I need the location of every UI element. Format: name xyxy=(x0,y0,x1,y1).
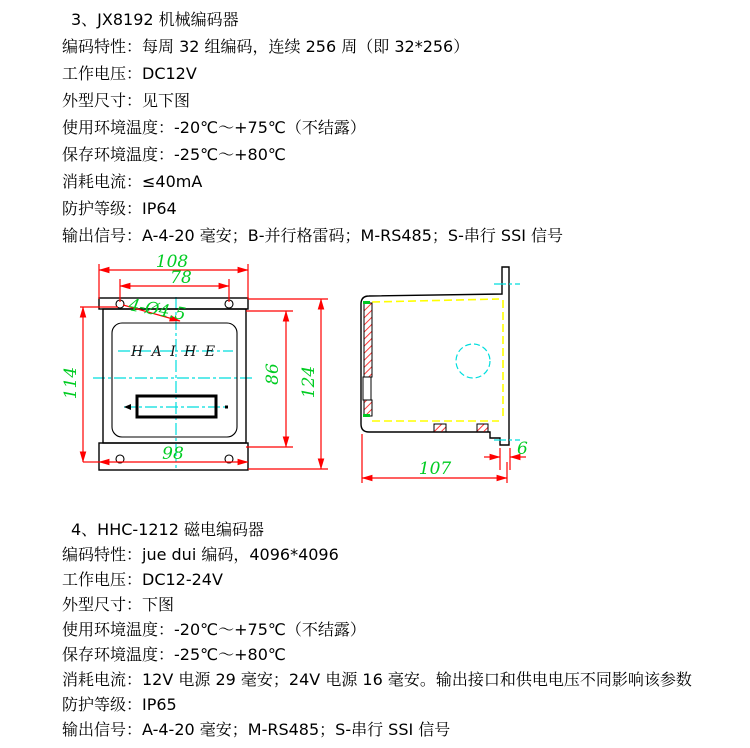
spec-line-ip: 防护等级：IP65 xyxy=(62,695,177,714)
spec-line-output: 输出信号：A-4-20 毫安；M-RS485；S-串行 SSI 信号 xyxy=(62,720,451,739)
connector-centerline-arrow xyxy=(124,404,131,410)
spec-line-storage-temp: 保存环境温度：-25℃～+80℃ xyxy=(62,645,286,664)
section-4 xyxy=(62,517,692,742)
section-3-title: 3、JX8192 机械编码器 xyxy=(71,10,239,29)
front-body xyxy=(103,309,246,443)
dim-text-98: 98 xyxy=(162,444,184,464)
gasket-mark-top xyxy=(363,301,370,304)
technical-drawing xyxy=(0,250,750,500)
dim-text-107: 107 xyxy=(418,459,452,479)
spec-line-op-temp: 使用环境温度：-20℃～+75℃（不结露） xyxy=(62,620,366,639)
spec-line-storage-temp: 保存环境温度：-25℃～+80℃ xyxy=(62,145,286,164)
spec-line-op-temp: 使用环境温度：-20℃～+75℃（不结露） xyxy=(62,118,366,137)
dim-text-124: 124 xyxy=(299,365,319,399)
seal-hatch-2 xyxy=(477,424,488,432)
gasket-hatch-top xyxy=(364,303,372,377)
side-body-outline xyxy=(361,267,509,445)
spec-line-coding: 编码特性：每周 32 组编码，连续 256 周（即 32*256） xyxy=(62,37,470,56)
hidden-line-top xyxy=(372,299,499,302)
brand-label: H A I H E xyxy=(130,344,218,360)
gasket-mark-bottom xyxy=(363,414,370,417)
spec-line-voltage: 工作电压：DC12V xyxy=(62,64,197,83)
spec-line-coding: 编码特性：jue dui 编码，4096*4096 xyxy=(62,545,339,564)
front-inner-panel xyxy=(112,323,237,437)
shaft-circle xyxy=(456,344,490,378)
gasket-hatch-bottom xyxy=(364,400,372,416)
spec-line-current: 消耗电流：12V 电源 29 毫安；24V 电源 16 毫安。输出接口和供电电压不同影响该参数 xyxy=(62,670,692,689)
front-view xyxy=(61,252,328,470)
connector-centerline-dot xyxy=(225,406,228,409)
section-3 xyxy=(62,6,563,249)
spec-line-output: 输出信号：A-4-20 毫安；B-并行格雷码；M-RS485；S-串行 SSI 信号 xyxy=(62,226,564,245)
dim-text-6: 6 xyxy=(517,439,528,459)
dim-text-holes: 4-Ø4.5 xyxy=(127,295,188,325)
shaft-opening xyxy=(363,377,371,400)
seal-hatch-1 xyxy=(434,424,446,432)
section-4-title: 4、HHC-1212 磁电编码器 xyxy=(71,520,264,539)
dim-text-114: 114 xyxy=(61,366,81,400)
dim-text-86: 86 xyxy=(263,363,283,385)
spec-line-current: 消耗电流：≤40mA xyxy=(62,172,203,191)
spec-line-size: 外型尺寸：见下图 xyxy=(62,91,191,110)
spec-line-ip: 防护等级：IP64 xyxy=(62,199,177,218)
dim-text-78: 78 xyxy=(170,268,192,288)
spec-line-voltage: 工作电压：DC12-24V xyxy=(62,570,223,589)
dim-text-108: 108 xyxy=(155,252,189,272)
spec-line-size: 外型尺寸：下图 xyxy=(62,595,175,614)
side-view xyxy=(361,267,528,483)
